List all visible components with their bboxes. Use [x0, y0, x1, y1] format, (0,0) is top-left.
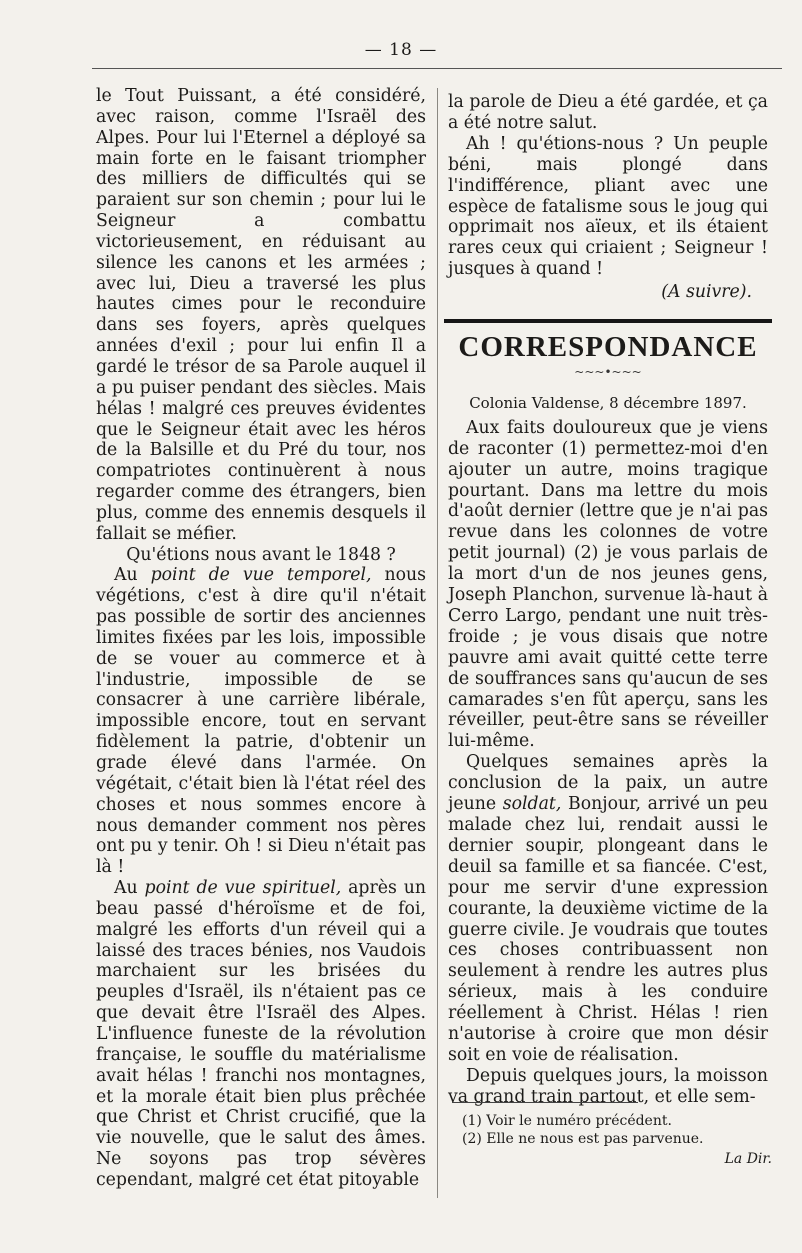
- signature: La Dir.: [724, 1151, 772, 1167]
- to-follow-note: (A suivre).: [661, 282, 752, 303]
- right-paragraph-2: Ah ! qu'étions-nous ? Un peuple béni, mais plongé dans l'indifférence, pliant avec une espèce de fatalisme sous le joug qui opprimait nos aïeux, et ils étaient rares ceux qui criaient ; Seigneur ! jusques à quand !: [448, 133, 768, 280]
- column-divider: [437, 88, 438, 1198]
- header-rule: [92, 68, 782, 69]
- correspondence-paragraph-2: [448, 752, 768, 1066]
- correspondence-paragraph-2-text: Bonjour, arrivé un peu malade chez lui, rendait aussi le dernier soupir, plongeant dans le deuil sa famille et sa fiancée. C'est, pour me servir d'une expression courante, la deuxième victime de la guerre civile. Je voudrais que toutes ces choses contribuassent non seulement à rendre les autres plus sérieux, mais à les conduire réellement à Christ. Hélas ! rien n'autorise à croire que mon désir soit en voie de réalisation.: [448, 794, 769, 1065]
- italic-word-soldat: soldat,: [502, 794, 562, 815]
- footnote-rule: [452, 1102, 638, 1103]
- dateline: Colonia Valdense, 8 décembre 1897.: [469, 393, 747, 412]
- page-number: — 18 —: [364, 40, 438, 60]
- italic-phrase-spirituel: point de vue spirituel,: [144, 878, 342, 899]
- ornament-flourish: ~~~•~~~: [574, 364, 642, 379]
- left-paragraph-1: le Tout Puissant, a été considéré, avec raison, comme l'Israël des Alpes. Pour lui l'Eternel a déployé sa main forte en le faisant triompher des milliers de difficultés qui se paraient sur son chemin ; pour lui le Seigneur a combattu victorieusement, en réduisant au silence les canons et les armées ; avec lui, Dieu a traversé les plus hautes cimes pour le reconduire dans ses foyers, après quelques années d'exil ; pour lui enfin Il a gardé le trésor de sa Parole auquel il a pu puiser pendant des siècles. Mais hélas ! malgré ces preuves évidentes que le Seigneur était avec les héros de la Balsille et du Pré du tour, nos compatriotes continuèrent à nous regarder comme des étrangers, bien plus, comme des ennemis desquels il fallait se méfier.: [96, 86, 426, 544]
- left-paragraph-spirituel-text: après un beau passé d'héroïsme et de foi, malgré les efforts d'un réveil qui a laissé des traces bénies, nos Vaudois marchaient sur les brisées du peuples d'Israël, ils n'étaient pas ce que devait être l'Israël des Alpes. L'influence funeste de la révolution française, le souffle du matérialisme avait hélas ! franchi nos montagnes, et la morale était bien plus prêchée que Christ et Christ crucifié, que la vie nouvelle, que le salut des âmes. Ne soyons pas trop sévères cependant, malgré cet état pitoyable: [96, 878, 426, 1190]
- left-column: [96, 86, 426, 1191]
- left-question: Qu'étions nous avant le 1848 ?: [126, 544, 396, 565]
- left-paragraph-temporel-text: nous végétions, c'est à dire qu'il n'était pas possible de sortir des anciennes limites fixées par les lois, impossible de se vouer au commerce et à l'industrie, impossible de se consacrer à une carrière libérale, impossible encore, tout en servant fidèlement la patrie, d'obtenir un grade élevé dans l'armée. On végétait, c'était bien là l'état réel des choses et nous sommes encore à nous demander comment nos pères ont pu y tenir. Oh ! si Dieu n'était pas là !: [96, 565, 426, 878]
- footnote-1: (1) Voir le numéro précédent.: [462, 1113, 672, 1129]
- correspondence-paragraph-1: Aux faits douloureux que je viens de raconter (1) permettez-moi d'en ajouter un autre, moins tragique pourtant. Dans ma lettre du mois d'août dernier (lettre que je n'ai pas revue dans les colonnes de votre petit journal) (2) je vous parlais de la mort d'un de nos jeunes gens, Joseph Planchon, survenue là-haut à Cerro Largo, pendant une nuit très-froide ; je vous disais que notre pauvre ami avait quitté cette terre de souffrances sans qu'aucun de ses camarades s'en fût aperçu, sans les réveiller, peut-être sans se réveiller lui-même.: [448, 417, 768, 752]
- footnotes: [462, 1112, 772, 1168]
- left-paragraph-temporel: [96, 565, 426, 878]
- right-column: [448, 92, 768, 1108]
- lead-word: Au: [114, 878, 138, 899]
- section-title: CORRESPONDANCE: [458, 331, 758, 364]
- left-paragraph-spirituel: [96, 878, 426, 1191]
- lead-word: Au: [114, 565, 138, 586]
- footnote-2: (2) Elle ne nous est pas parvenue.: [462, 1131, 704, 1147]
- italic-phrase-temporel: point de vue temporel,: [150, 565, 372, 586]
- paragraph-lead: Quelques semaines après la conclusion de la paix, un autre jeune: [448, 752, 768, 815]
- correspondence-paragraph-3: Depuis quelques jours, la moisson va grand train partout, et elle sem-: [448, 1065, 768, 1107]
- section-rule: [444, 319, 772, 323]
- right-paragraph-1: la parole de Dieu a été gardée, et ça a été notre salut.: [448, 92, 768, 133]
